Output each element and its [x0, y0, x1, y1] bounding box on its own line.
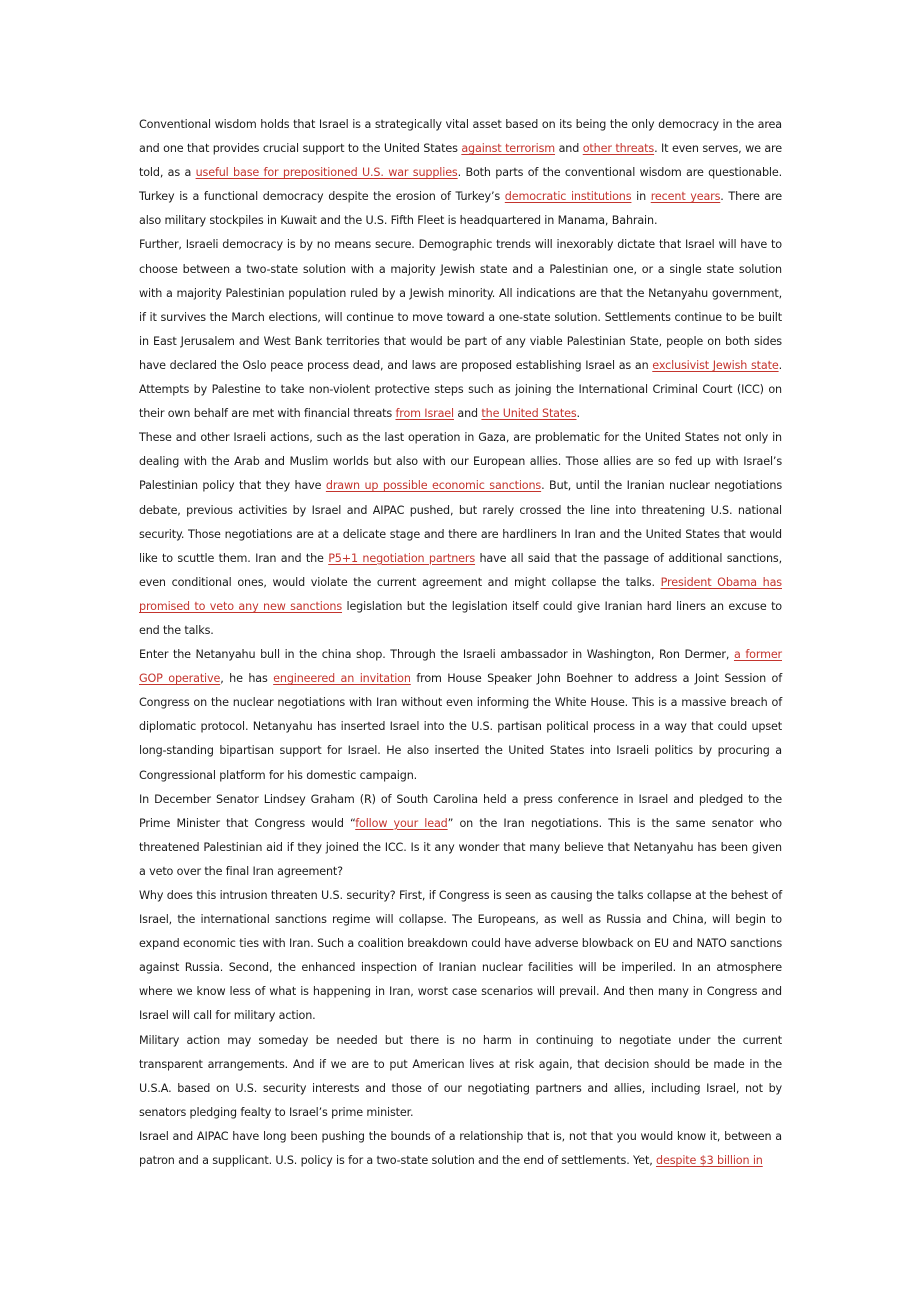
paragraph-text: . But, until the Iranian nuclear negotiations debate, previous activities by Israel and AIPAC pushed, but rarely crossed the line into threatening U.S. national security. Those negotiations are at a delicate stage and there are hardliners In Iran and the United States that would like to scuttle them. Iran and the [139, 479, 783, 565]
link-p5-negotiation-partners[interactable]: P5+1 negotiation partners [328, 551, 476, 565]
link-former-gop-operative[interactable]: a former GOP operative [139, 648, 782, 686]
article-paragraph [139, 426, 782, 643]
link-useful-base-war-supplies[interactable]: useful base for prepositioned U.S. war supplies [195, 166, 458, 180]
paragraph-text: from House Speaker John Boehner to address a Joint Session of Congress on the nuclear negotiations with Iran without even informing the White House. This is a massive breach of diplomatic protocol. Netanyahu has inserted Israel into the U.S. partisan political process in a way that could upset long-standing bipartisan support for Israel. He also inserted the United States into Israeli politics by procuring a Congressional platform for his domestic campaign. [139, 672, 782, 782]
paragraph-text: and [453, 407, 482, 421]
link-despite-3-billion[interactable]: despite $3 billion in [656, 1154, 763, 1168]
article-paragraph [139, 643, 782, 788]
link-democratic-institutions[interactable]: democratic institutions [504, 190, 632, 204]
link-engineered-invitation[interactable]: engineered an invitation [273, 672, 411, 686]
article-paragraph [139, 113, 782, 233]
paragraph-text: . [576, 407, 580, 421]
article-paragraph [139, 1029, 782, 1125]
article-paragraph [139, 788, 782, 884]
link-the-united-states[interactable]: the United States [481, 407, 577, 421]
article-body [139, 113, 782, 1173]
link-follow-your-lead[interactable]: follow your lead [355, 816, 448, 830]
paragraph-text: These and other Israeli actions, such as the last operation in Gaza, are problematic for the United States not only in dealing with the Arab and Muslim worlds but also with our European allies. Those allies are so fed up with Israel’s Palestinian policy that they have [139, 431, 782, 493]
link-against-terrorism[interactable]: against terrorism [461, 142, 556, 156]
link-from-israel[interactable]: from Israel [395, 407, 454, 421]
article-paragraph [139, 1125, 782, 1173]
paragraph-text: Further, Israeli democracy is by no means secure. Demographic trends will inexorably dictate that Israel will have to choose between a two-state solution with a majority Jewish state and a Palestinian one, or a single state solution with a majority Palestinian population ruled by a Jewish minority. All indications are that the Netanyahu government, if it survives the March elections, will continue to move toward a one-state solution. Settlements continue to be built in East Jerusalem and West Bank territories that would be part of any viable Palestinian State, people on both sides have declared the Oslo peace process dead, and laws are proposed establishing Israel as an [139, 238, 782, 372]
paragraph-text: Military action may someday be needed but there is no harm in continuing to negotiate under the current transparent arrangements. And if we are to put American lives at risk again, that decision should be made in the U.S.A. based on U.S. security interests and those of our negotiating partners and allies, including Israel, not by senators pledging fealty to Israel’s prime minister. [139, 1033, 782, 1119]
link-other-threats[interactable]: other threats [582, 142, 655, 156]
paragraph-text: Israel and AIPAC have long been pushing the bounds of a relationship that is, not that you would know it, between a patron and a supplicant. U.S. policy is for a two-state solution and the end of settlements. Yet, [139, 1129, 782, 1168]
paragraph-text: . There are also military stockpiles in Kuwait and the U.S. Fifth Fleet is headquartered in Manama, Bahrain. [139, 190, 783, 228]
paragraph-text: . It even serves, we are told, as a [139, 142, 782, 180]
paragraph-text: in [631, 190, 651, 204]
link-drawn-up-sanctions[interactable]: drawn up possible economic sanctions [325, 479, 542, 493]
paragraph-text: legislation but the legislation itself could give Iranian hard liners an excuse to end the talks. [139, 599, 783, 637]
paragraph-text: , he has [220, 672, 274, 686]
link-obama-veto[interactable]: President Obama has promised to veto any new sanctions [139, 575, 782, 613]
paragraph-text: and [555, 142, 583, 156]
paragraph-text: . Both parts of the conventional wisdom are questionable. Turkey is a functional democracy despite the erosion of Turkey’s [139, 166, 782, 204]
link-exclusivist-jewish-state[interactable]: exclusivist Jewish state [652, 358, 779, 372]
paragraph-text: Why does this intrusion threaten U.S. security? First, if Congress is seen as causing the talks collapse at the behest of Israel, the international sanctions regime will collapse. The Europeans, as well as Russia and China, will begin to expand economic ties with Iran. Such a coalition breakdown could have adverse blowback on EU and NATO sanctions against Russia. Second, the enhanced inspection of Iranian nuclear facilities will be imperiled. In an atmosphere where we know less of what is happening in Iran, worst case scenarios will prevail. And then many in Congress and Israel will call for military action. [139, 889, 782, 1023]
article-paragraph [139, 884, 782, 1029]
link-recent-years[interactable]: recent years [650, 190, 721, 204]
paragraph-text: ” on the Iran negotiations. This is the same senator who threatened Palestinian aid if they joined the ICC. Is it any wonder that many believe that Netanyahu has been given a veto over the final Iran agreement? [139, 816, 782, 878]
paragraph-text: Enter the Netanyahu bull in the china shop. Through the Israeli ambassador in Washington, Ron Dermer, [139, 648, 734, 662]
article-paragraph [139, 233, 782, 426]
paragraph-text: have all said that the passage of additional sanctions, even conditional ones, would violate the current agreement and might collapse the talks. [139, 551, 782, 589]
paragraph-text: . Attempts by Palestine to take non-violent protective steps such as joining the International Criminal Court (ICC) on their own behalf are met with financial threats [139, 358, 782, 421]
paragraph-text: In December Senator Lindsey Graham (R) of South Carolina held a press conference in Israel and pledged to the Prime Minister that Congress would “ [139, 792, 782, 830]
paragraph-text: Conventional wisdom holds that Israel is a strategically vital asset based on its being the only democracy in the area and one that provides crucial support to the United States [139, 118, 782, 156]
